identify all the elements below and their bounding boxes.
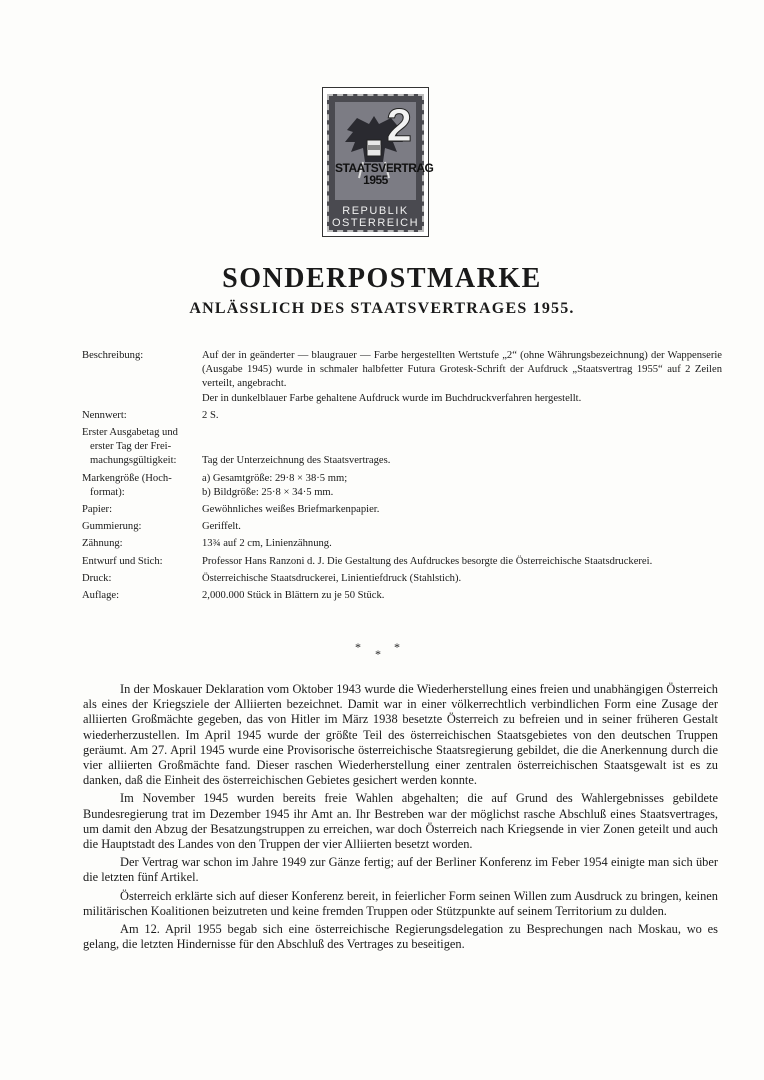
spec-label-line: Entwurf und Stich: — [82, 555, 163, 567]
body-text — [83, 682, 718, 955]
spec-value — [202, 426, 722, 469]
spec-row — [82, 472, 722, 500]
spec-value-line: Der in dunkelblauer Farbe gehaltene Aufdruck wurde im Buchdruckverfahren hergestellt. — [202, 392, 582, 404]
paragraph: Im November 1945 wurden bereits freie Wahlen abgehalten; die auf Grund des Wahlergebnisses gebildete Bundesregierung trat im Dezember 1945 ihr Amt an. Ihr Bestreben war der möglichst rasche Abschluß eines Staatsvertrages, um damit den Abzug der Besatzungstruppen zu erreichen, war doch Österreich nach Kriegsende in vier Zonen geteilt und auch die Hauptstadt des Landes von den Truppen der vier Alliierten besetzt worden. — [83, 791, 718, 852]
spec-label — [82, 503, 202, 517]
spec-value-line: 2 S. — [202, 409, 219, 421]
paragraph: Der Vertrag war schon im Jahre 1949 zur Gänze fertig; auf der Berliner Konferenz im Feber 1954 einigte man sich über die letzten fünf Artikel. — [83, 855, 718, 885]
spec-value — [202, 555, 722, 569]
spec-label — [82, 520, 202, 534]
spec-label-line: format): — [90, 486, 125, 498]
spec-value — [202, 349, 722, 406]
spec-label-line: Papier: — [82, 504, 113, 516]
country-line-1: REPUBLIK — [342, 205, 409, 217]
spec-label — [82, 537, 202, 551]
spec-row — [82, 503, 722, 517]
spec-label — [82, 555, 202, 569]
spec-value-line: Österreichische Staatsdruckerei, Linientiefdruck (Stahlstich). — [202, 572, 462, 584]
spec-value — [202, 472, 722, 500]
paragraph: In der Moskauer Deklaration vom Oktober 1943 wurde die Wiederherstellung eines freien und unabhängigen Österreich als eines der Kriegsziele der Alliierten bezeichnet. Damit war in einer völkerrechtlich verbindlichen Form eine Zusage der alliierten Großmächte gegeben, das von Hitler im März 1938 besetzte Österreich zu befreien und in seiner früheren Gestalt wiederherzustellen. Im April 1945 wurde der größte Teil des österreichischen Staatsgebietes von den deutschen Truppen geräumt. Am 27. April 1945 wurde eine Provisorische österreichische Staatsregierung gebildet, die die Anerkennung durch die vier alliierten Großmächte fand. Dieser raschen Wiederherstellung einer zentralen österreichischen Staatsgewalt ist es zu danken, daß die Einheit des österreichischen Gebietes gesichert werden konnte. — [83, 682, 718, 788]
spec-label — [82, 472, 202, 500]
spec-value-line: 13¾ auf 2 cm, Linienzähnung. — [202, 538, 332, 550]
page-subtitle: ANLÄSSLICH DES STAATSVERTRAGES 1955. — [189, 300, 575, 317]
spec-label-line: Druck: — [82, 572, 112, 584]
asterisk-icon: * — [375, 647, 381, 661]
stamp-country-text — [329, 205, 422, 229]
spec-row — [82, 349, 722, 406]
spec-value — [202, 537, 722, 551]
stamp-image — [322, 87, 434, 237]
stamp-field — [335, 99, 434, 200]
spec-value — [202, 503, 722, 517]
spec-label-line: Markengröße (Hoch- — [82, 472, 172, 484]
page-title: SONDERPOSTMARKE — [222, 263, 542, 294]
spec-value-line: Professor Hans Ranzoni d. J. Die Gestaltung des Aufdruckes besorgte die Österreichische Staatsdruckerei. — [202, 555, 653, 567]
spec-label — [82, 589, 202, 603]
spec-label-line: Auflage: — [82, 590, 120, 602]
spec-value — [202, 572, 722, 586]
spec-row — [82, 589, 722, 603]
spec-row — [82, 537, 722, 551]
spec-value-line: b) Bildgröße: 25·8 × 34·5 mm. — [202, 486, 334, 498]
paragraph: Am 12. April 1955 begab sich eine österreichische Regierungsdelegation zu Besprechungen nach Moskau, wo es gelang, die letzten Hindernisse für den Abschluß des Vertrages zu beseitigen. — [83, 922, 718, 952]
spec-label — [82, 349, 202, 406]
spec-label-line: Nennwert: — [82, 409, 127, 421]
spec-label-line: machungsgültigkeit: — [90, 455, 177, 467]
spec-row — [82, 555, 722, 569]
spec-label — [82, 426, 202, 469]
spec-value-line: 2,000.000 Stück in Blättern zu je 50 Stück. — [202, 590, 385, 602]
stamp-frame — [327, 94, 434, 232]
overprint-line-1: STAATSVERTRAG — [335, 161, 434, 175]
spec-label-line: erster Tag der Frei- — [90, 441, 172, 453]
spec-label-line: Beschreibung: — [82, 350, 144, 361]
spec-label-line: Gummierung: — [82, 521, 142, 533]
spec-value — [202, 409, 722, 423]
spec-row — [82, 572, 722, 586]
paragraph: Österreich erklärte sich auf dieser Konferenz bereit, in feierlicher Form seinen Willen zum Ausdruck zu bringen, keinen militärischen Koalitionen beizutreten und keine fremden Truppen oder Stützpunkte auf seinem Territorium zu dulden. — [83, 888, 718, 918]
specs-table — [82, 349, 722, 606]
asterisk-icon: * — [394, 640, 400, 654]
spec-value-line: Tag der Unterzeichnung des Staatsvertrages. — [202, 455, 391, 467]
spec-value — [202, 589, 722, 603]
separator-asterisks — [355, 640, 415, 660]
spec-row — [82, 426, 722, 469]
spec-label — [82, 572, 202, 586]
spec-value-line: Geriffelt. — [202, 521, 241, 533]
spec-label-line: Erster Ausgabetag und — [82, 427, 178, 439]
stamp-overprint — [335, 161, 434, 187]
spec-value-line: Auf der in geänderter — blaugrauer — Farbe hergestellten Wertstufe „2“ (ohne Währungsbezeichnung) der Wappenserie (Ausgabe 1945) wurde in schmaler halbfetter Futura Grotesk-Schrift der Aufdruck „Staatsvertrag 1955“ auf 2 Zeilen verteilt, angebracht. — [202, 350, 722, 390]
spec-label-line: Zähnung: — [82, 538, 123, 550]
overprint-line-2: 1955 — [363, 173, 388, 187]
spec-label — [82, 409, 202, 423]
asterisk-icon: * — [355, 640, 361, 654]
spec-row — [82, 409, 722, 423]
spec-value-line: Gewöhnliches weißes Briefmarkenpapier. — [202, 504, 380, 516]
country-line-2: OSTERREICH — [331, 217, 420, 229]
spec-row — [82, 520, 722, 534]
stamp-denomination: 2 — [386, 99, 412, 151]
spec-value-line: a) Gesamtgröße: 29·8 × 38·5 mm; — [202, 472, 348, 484]
spec-value — [202, 520, 722, 534]
